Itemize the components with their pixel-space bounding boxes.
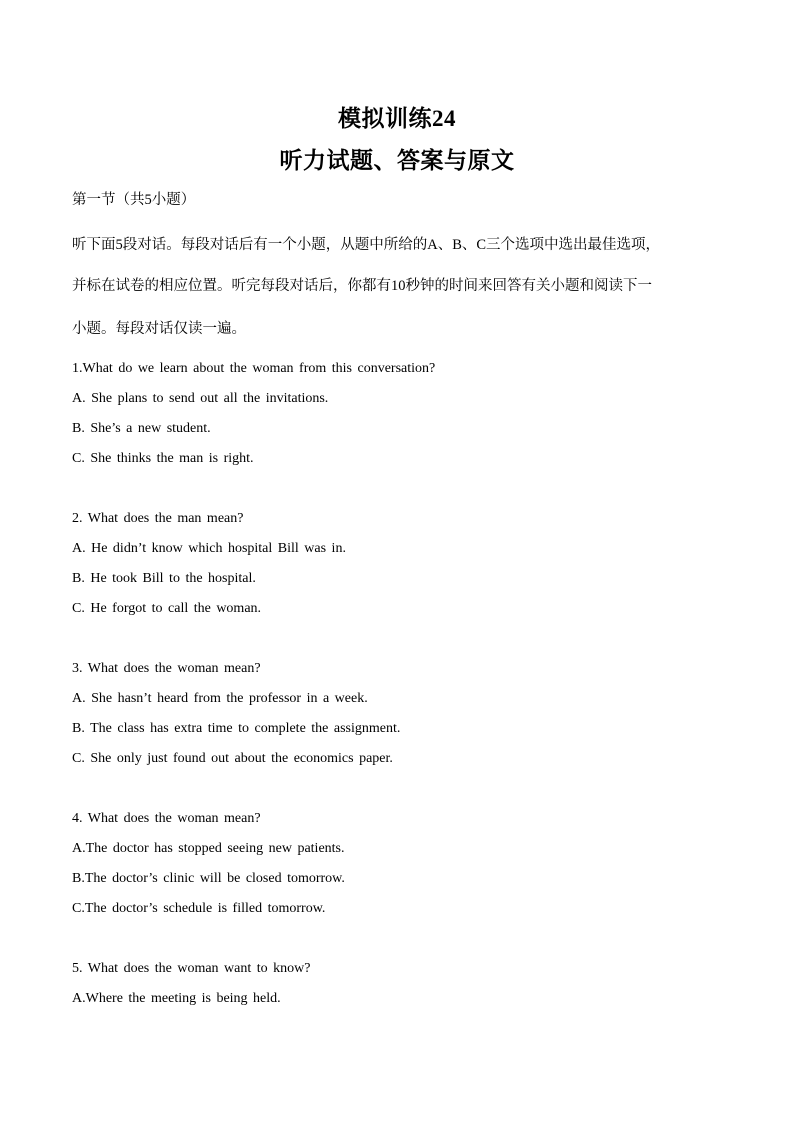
answer-option: A.The doctor has stopped seeing new patients. [72,841,345,856]
instruction-line: 并标在试卷的相应位置。听完每段对话后，你都有10秒钟的时间来回答有关小题和阅读下一 [72,278,652,294]
document-title: 模拟训练24 [338,106,456,131]
instruction-line: 听下面5段对话。每段对话后有一个小题，从题中所给的A、B、C三个选项中选出最佳选项， [72,237,661,253]
section-heading: 第一节（共5小题） [72,192,196,208]
document-subtitle: 听力试题、答案与原文 [279,148,515,173]
answer-option: C. He forgot to call the woman. [72,601,262,616]
answer-option: B. He took Bill to the hospital. [72,571,256,586]
answer-option: B. The class has extra time to complete the assignment. [72,721,401,736]
instruction-line: 小题。每段对话仅读一遍。 [72,321,246,337]
answer-option: B. She’s a new student. [72,421,211,436]
question-stem: 4. What does the woman mean? [72,811,261,826]
answer-option: A.Where the meeting is being held. [72,991,281,1006]
answer-option: A. She hasn’t heard from the professor in a week. [72,691,368,706]
answer-option: C. She thinks the man is right. [72,451,254,466]
answer-option: A. He didn’t know which hospital Bill was in. [72,541,346,556]
answer-option: C. She only just found out about the economics paper. [72,751,393,766]
answer-option: A. She plans to send out all the invitations. [72,391,329,406]
answer-option: B.The doctor’s clinic will be closed tomorrow. [72,871,345,886]
question-stem: 2. What does the man mean? [72,511,244,526]
question-stem: 5. What does the woman want to know? [72,961,311,976]
question-stem: 3. What does the woman mean? [72,661,261,676]
question-stem: 1.What do we learn about the woman from this conversation? [72,361,436,376]
answer-option: C.The doctor’s schedule is filled tomorrow. [72,901,326,916]
